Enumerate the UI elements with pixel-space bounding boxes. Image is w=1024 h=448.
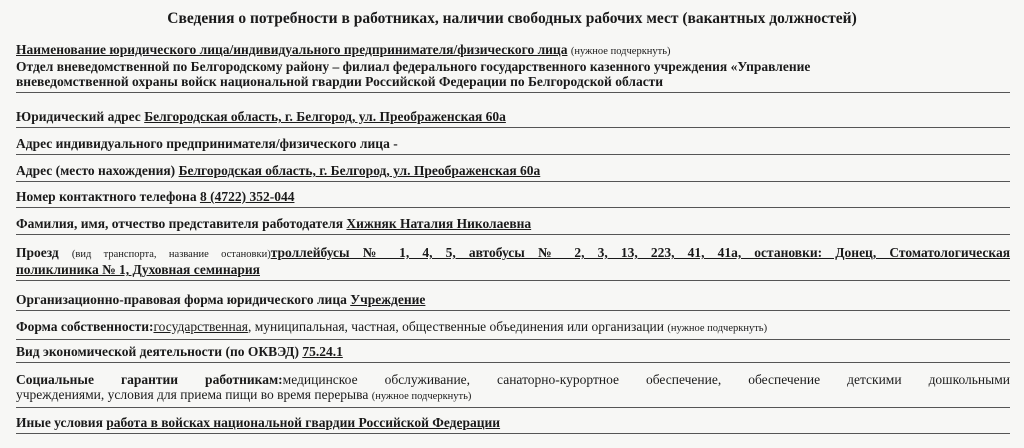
guarantees-label: Социальные гарантии работникам: [16,372,283,387]
location-address-value: Белгородская область, г. Белгород, ул. Преображенская 60а [178,163,541,178]
location-address-label: Адрес (место нахождения) [16,163,176,178]
transport-line1: троллейбусы № 1, 4, 5, автобусы № 2, 3, 13, 223, 41, 41а, остановки: Донец, Стоматологическая [270,245,1010,260]
guarantees-line1: медицинское обслуживание, санаторно-курортное обеспечение, обеспечение детскими дошкольными [282,372,1010,387]
legal-form-label: Организационно-правовая форма юридического лица [16,292,347,307]
guarantees-row [16,372,1010,408]
guarantees-line2: учреждениями, условия для приема пищи во время перерыва [16,387,369,402]
phone-label: Номер контактного телефона [16,189,197,204]
transport-row [16,245,1010,281]
ownership-selected: государственная [153,319,248,334]
phone-value: 8 (4722) 352-044 [199,189,295,204]
org-name-line2: вневедомственной охраны войск национальной гвардии Российской Федерации по Белгородской области [16,74,664,89]
ip-address-value: - [393,136,398,151]
activity-value: 75.24.1 [302,344,343,359]
phone-row [16,189,1010,208]
location-address-row [16,163,1010,182]
other-conditions-row [16,415,1010,434]
transport-note: (вид транспорта, название остановки) [71,249,271,260]
representative-row [16,216,1010,235]
other-conditions-value: работа в войсках национальной гвардии Российской Федерации [106,415,501,430]
guarantees-note: (нужное подчеркнуть) [371,391,472,402]
document-title: Сведения о потребности в работниках, наличии свободных рабочих мест (вакантных должностей) [167,10,857,27]
legal-address-label: Юридический адрес [16,109,141,124]
ip-address-row [16,136,1010,155]
ip-address-label: Адрес индивидуального предпринимателя/физического лица [16,136,390,151]
org-name-row [16,42,1010,93]
org-name-note: (нужное подчеркнуть) [570,46,671,57]
org-name-label: Наименование юридического лица/индивидуального предпринимателя/физического лица [16,42,568,57]
ownership-rest: , муниципальная, частная, общественные объединения или организации [247,319,664,334]
legal-address-value: Белгородская область, г. Белгород, ул. Преображенская 60а [144,109,506,124]
activity-label: Вид экономической деятельности (по ОКВЭД) [16,344,299,359]
ownership-row [16,319,1010,340]
ownership-label: Форма собственности: [16,319,154,334]
other-conditions-label: Иные условия [16,415,103,430]
ownership-note: (нужное подчеркнуть) [667,323,768,334]
org-name-line1: Отдел вневедомственной по Белгородскому району – филиал федерального государственного казенного учреждения «Управление [16,59,811,74]
representative-value: Хижняк Наталия Николаевна [346,216,532,231]
activity-row [16,344,1010,363]
transport-label: Проезд [16,245,59,260]
legal-address-row [16,109,1010,128]
transport-line2: поликлиника № 1, Духовная семинария [16,262,260,277]
legal-form-value: Учреждение [350,292,426,307]
representative-label: Фамилия, имя, отчество представителя работодателя [16,216,344,231]
legal-form-row [16,292,1010,311]
